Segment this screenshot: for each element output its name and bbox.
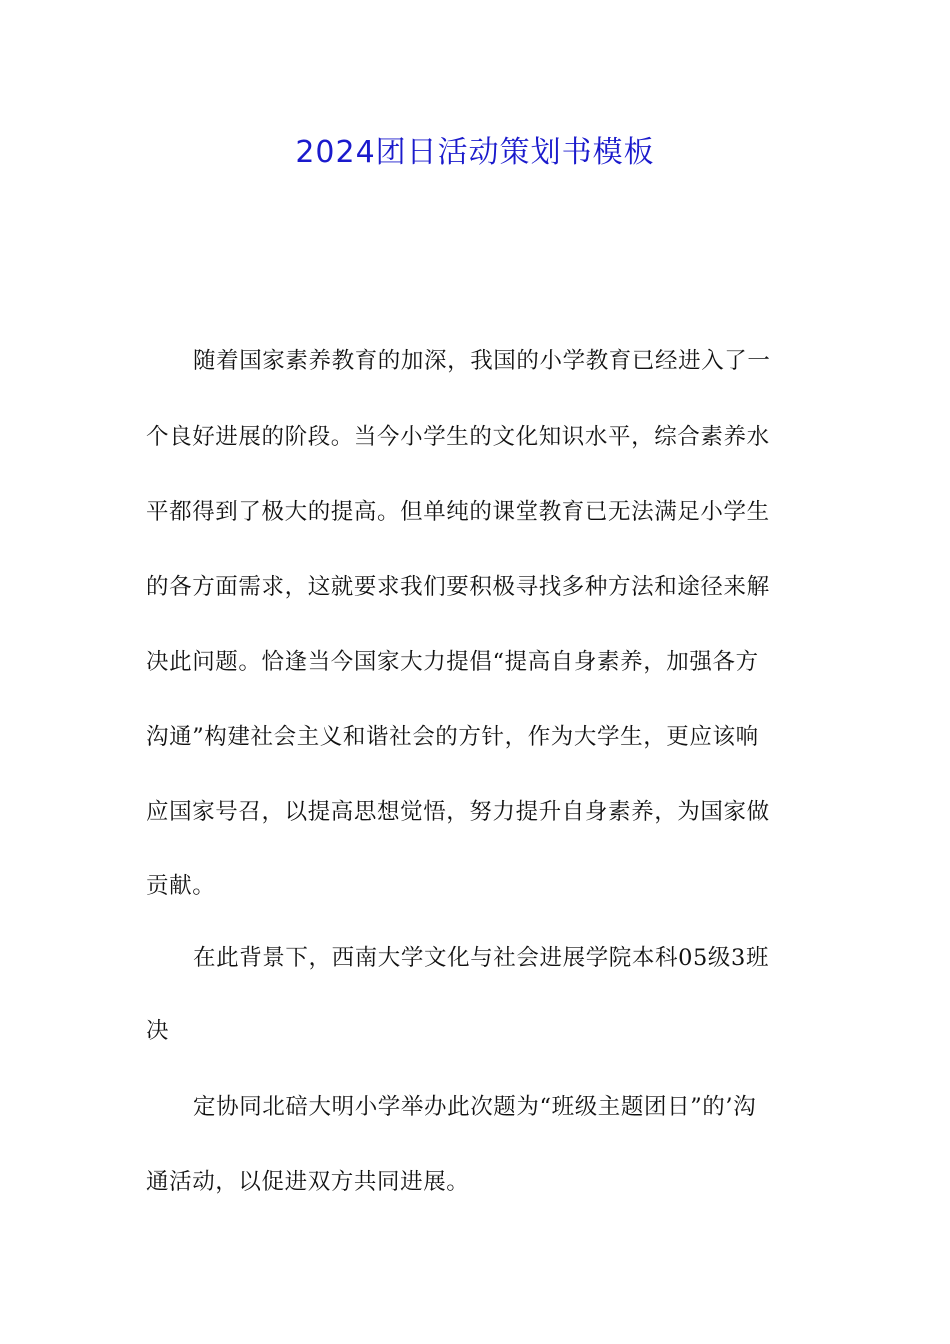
paragraph-line: 决 xyxy=(146,1018,170,1044)
paragraph-line: 通活动，以促进双方共同进展。 xyxy=(146,1169,470,1195)
paragraph-line: 沟通”构建社会主义和谐社会的方针，作为大学生，更应该响 xyxy=(146,724,759,750)
paragraph-line: 个良好进展的阶段。当今小学生的文化知识水平，综合素养水 xyxy=(146,424,770,450)
paragraph-line: 决此问题。恰逢当今国家大力提倡“提高自身素养，加强各方 xyxy=(146,649,759,675)
paragraph-line: 在此背景下，西南大学文化与社会进展学院本科05级3班 xyxy=(193,945,770,971)
paragraph-line: 随着国家素养教育的加深，我国的小学教育已经进入了一 xyxy=(193,348,771,374)
paragraph-line: 的各方面需求，这就要求我们要积极寻找多种方法和途径来解 xyxy=(146,574,770,600)
paragraph-line: 贡献。 xyxy=(146,873,216,899)
document-title: 2024团日活动策划书模板 xyxy=(295,135,655,170)
paragraph-line: 应国家号召，以提高思想觉悟，努力提升自身素养，为国家做 xyxy=(146,799,770,825)
paragraph-line: 平都得到了极大的提高。但单纯的课堂教育已无法满足小学生 xyxy=(146,499,770,525)
paragraph-line: 定协同北碚大明小学举办此次题为“班级主题团日”的’沟 xyxy=(193,1094,757,1120)
